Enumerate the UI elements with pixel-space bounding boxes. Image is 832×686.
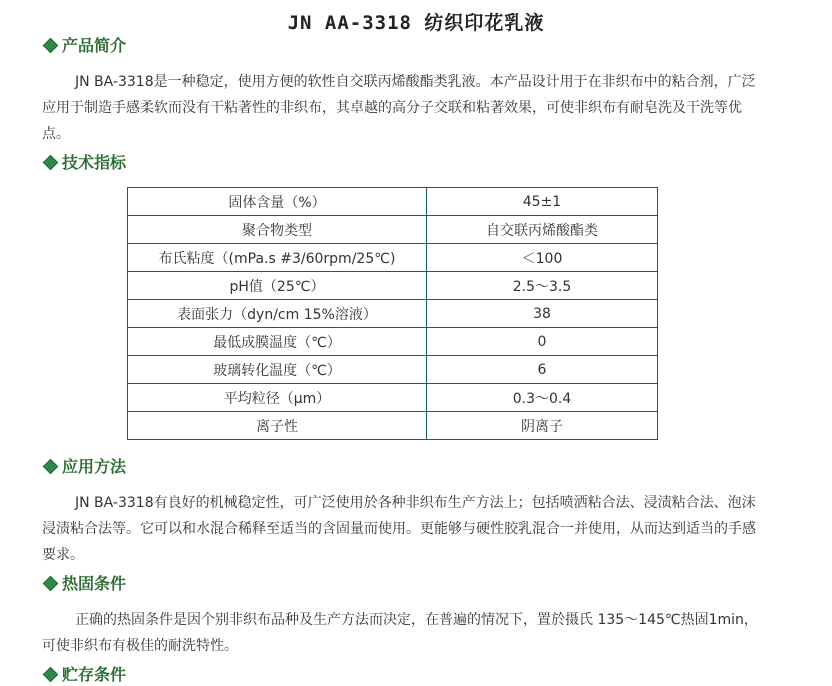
section-heading-curing — [44, 571, 126, 594]
spec-value: 0 — [427, 328, 658, 356]
spec-label: 最低成膜温度（℃） — [128, 328, 427, 356]
table-row — [128, 272, 658, 300]
diamond-bullet-icon — [44, 39, 56, 51]
spec-value: 38 — [427, 300, 658, 328]
section-heading-specs-label: 技术指标 — [62, 153, 127, 172]
diamond-bullet-icon — [44, 460, 56, 472]
page-title: JN AA-3318 纺织印花乳液 — [287, 12, 545, 34]
section-heading-specs — [44, 150, 126, 173]
table-row — [128, 300, 658, 328]
diamond-bullet-icon — [44, 156, 56, 168]
curing-paragraph: 正确的热固条件是因个别非织布品种及生产方法而决定，在普遍的情况下，置於摄氏 135～145℃热固1min，可使非织布有极佳的耐洗特性。 — [42, 612, 758, 654]
spec-label: 离子性 — [128, 412, 427, 440]
spec-value: 0.3～0.4 — [427, 384, 658, 412]
spec-value: ＜100 — [427, 244, 658, 272]
spec-label: 聚合物类型 — [128, 216, 427, 244]
spec-label: 固体含量（%） — [128, 188, 427, 216]
section-heading-intro — [44, 33, 126, 56]
table-row — [128, 356, 658, 384]
table-row — [128, 384, 658, 412]
diamond-bullet-icon — [44, 577, 56, 589]
spec-value: 阴离子 — [427, 412, 658, 440]
table-row — [128, 188, 658, 216]
table-row — [128, 328, 658, 356]
spec-label: 布氏粘度（(mPa.s #3/60rpm/25℃) — [128, 244, 427, 272]
table-row — [128, 244, 658, 272]
section-heading-storage-label: 贮存条件 — [62, 665, 127, 684]
spec-value: 2.5～3.5 — [427, 272, 658, 300]
usage-paragraph: JN BA-3318有良好的机械稳定性，可广泛使用於各种非织布生产方法上；包括喷洒粘合法、浸渍粘合法、泡沫浸渍粘合法等。它可以和水混合稀释至适当的含固量而使用。更能够与硬性胶乳混合一并使用，从而达到适当的手感要求。 — [42, 495, 756, 563]
spec-value: 自交联丙烯酸酯类 — [427, 216, 658, 244]
spec-label: 表面张力（dyn/cm 15%溶液） — [128, 300, 427, 328]
section-heading-usage-label: 应用方法 — [62, 457, 127, 476]
intro-paragraph: JN BA-3318是一种稳定，使用方便的软性自交联丙烯酸酯类乳液。本产品设计用于在非织布中的粘合剂，广泛应用于制造手感柔软而没有干粘著性的非织布，其卓越的高分子交联和粘著效果，可使非织布有耐皂洗及干洗等优点。 — [42, 74, 756, 142]
section-heading-intro-label: 产品简介 — [62, 36, 127, 55]
spec-value: 45±1 — [427, 188, 658, 216]
spec-label: pH值（25℃） — [128, 272, 427, 300]
section-heading-storage — [44, 662, 126, 685]
spec-value: 6 — [427, 356, 658, 384]
spec-label: 平均粒径（μm） — [128, 384, 427, 412]
spec-table — [127, 187, 658, 440]
section-heading-usage — [44, 454, 126, 477]
table-row — [128, 412, 658, 440]
spec-label: 玻璃转化温度（℃） — [128, 356, 427, 384]
diamond-bullet-icon — [44, 668, 56, 680]
section-heading-curing-label: 热固条件 — [62, 574, 127, 593]
table-row — [128, 216, 658, 244]
